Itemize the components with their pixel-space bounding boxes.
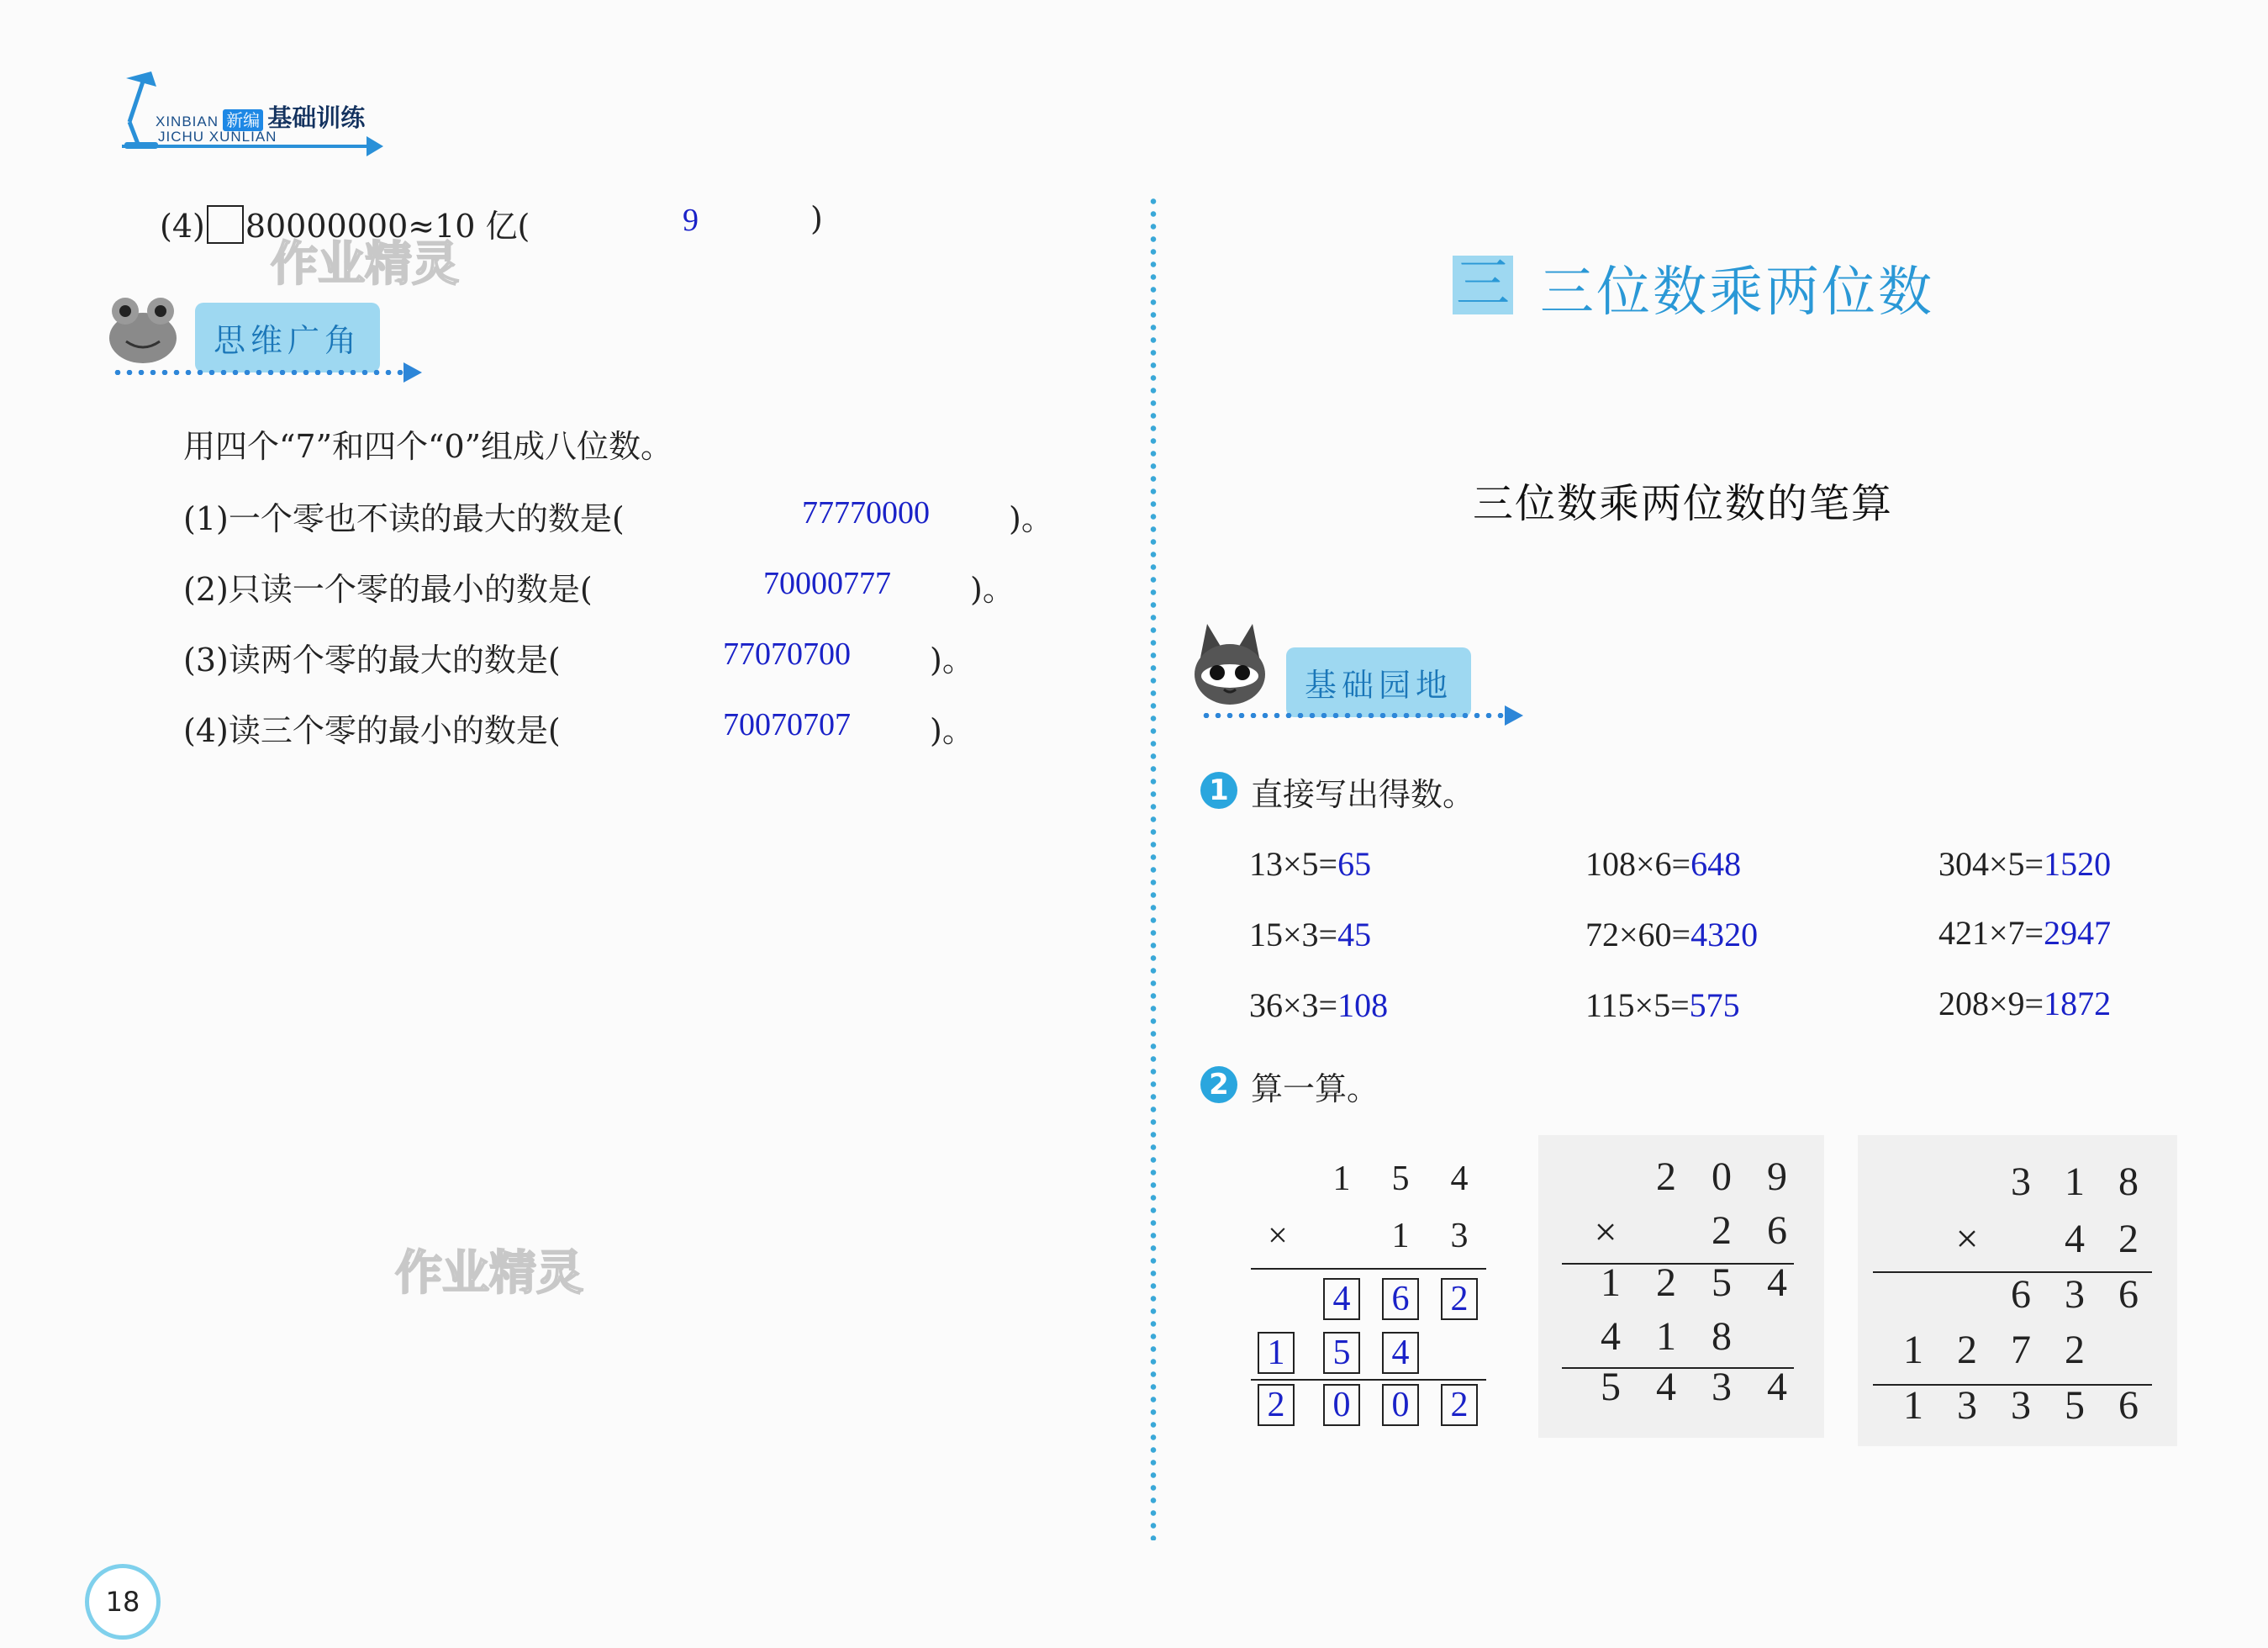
calc-digit: 4 (2065, 1217, 2085, 1261)
calc-result: 1520 (2044, 845, 2112, 883)
logo-pinyin-bottom: JICHU XUNLIAN (158, 129, 277, 145)
calc-digit: × (1594, 1210, 1617, 1254)
question-number-2: 2 (1200, 1066, 1237, 1103)
calc-digit: 2 (1712, 1208, 1732, 1253)
page-divider (1148, 195, 1158, 1540)
calc-result: 2947 (2044, 914, 2112, 952)
calc-digit: × (1955, 1217, 1979, 1261)
calc-digit: 8 (1712, 1314, 1732, 1359)
calc-digit: 1 (1332, 1159, 1351, 1198)
answer-digit-box[interactable]: 2 (1258, 1384, 1295, 1426)
item-3-text: (3)读两个零的最大的数是( (183, 642, 561, 679)
calc-digit: 3 (1957, 1383, 1977, 1428)
calc-rule (1251, 1379, 1486, 1381)
arrow-icon (1505, 705, 1523, 726)
item-2-close: )。 (970, 571, 1015, 608)
answer-digit-box[interactable]: 1 (1258, 1332, 1295, 1374)
calc-digit: 6 (2011, 1272, 2031, 1317)
chapter-title: 三位数乘两位数 (1540, 261, 1934, 324)
item-3-answer: 77070700 (723, 636, 851, 672)
logo-pinyin-top: XINBIAN (156, 114, 219, 129)
calc-digit: 2 (1656, 1260, 1676, 1305)
page-number: 18 (85, 1564, 161, 1640)
calc-expression: 36×3= (1249, 986, 1338, 1024)
calc-item (1585, 844, 1741, 884)
calc-digit: 2 (1957, 1328, 1977, 1372)
frog-icon (105, 294, 181, 366)
calc-digit: 1 (1391, 1217, 1410, 1255)
item-1-answer: 77770000 (802, 495, 930, 531)
calc-expression: 108×6= (1585, 845, 1691, 883)
calc-digit: 5 (1601, 1365, 1621, 1409)
question-1-title: 直接写出得数。 (1251, 776, 1475, 813)
q4-prefix: (4) (160, 208, 205, 245)
calc-digit: 5 (1391, 1159, 1410, 1198)
calc-expression: 421×7= (1938, 914, 2044, 952)
chapter-number: 三 (1453, 256, 1513, 314)
calc-expression: 304×5= (1938, 845, 2044, 883)
calc-expression: 13×5= (1249, 845, 1338, 883)
watermark: 作业精灵 (395, 1246, 583, 1301)
calc-digit: 6 (2118, 1383, 2139, 1428)
calc-item (1585, 915, 1758, 954)
calc-digit: 4 (1767, 1260, 1787, 1305)
calc-digit: 8 (2118, 1159, 2139, 1204)
item-4-close: )。 (930, 712, 974, 749)
calc-digit: 4 (1767, 1365, 1787, 1409)
q4-answer: 9 (683, 203, 699, 238)
arrow-icon (367, 136, 383, 156)
calc-item (1938, 913, 2111, 953)
q4-number: 80000000≈10 亿( (245, 208, 530, 245)
calc-digit: 1 (1903, 1383, 1923, 1428)
answer-digit-box[interactable]: 5 (1323, 1332, 1360, 1374)
section-badge-basics: 基础园地 (1286, 647, 1471, 717)
calc-item (1249, 915, 1371, 954)
calc-digit: 9 (1767, 1154, 1787, 1199)
calc-rule (1251, 1268, 1486, 1270)
calc-digit: 1 (1656, 1314, 1676, 1359)
logo-tag: 新编 (223, 109, 263, 131)
watermark: 作业精灵 (271, 237, 459, 292)
calc-item (1938, 984, 2111, 1023)
answer-digit-box[interactable]: 0 (1382, 1384, 1419, 1426)
lesson-title: 三位数乘两位数的笔算 (1473, 480, 1894, 527)
calc-digit: 3 (2011, 1159, 2031, 1204)
calc-result: 65 (1337, 845, 1372, 883)
answer-digit-box[interactable]: 2 (1441, 1278, 1478, 1320)
calc-digit: 2 (2118, 1217, 2139, 1261)
arrow-icon (403, 362, 422, 383)
item-2-answer: 70000777 (763, 566, 891, 601)
calc-digit: 2 (2065, 1328, 2085, 1372)
calc-item (1249, 985, 1388, 1025)
answer-digit-box[interactable]: 6 (1382, 1278, 1419, 1320)
q4-close: ) (810, 200, 823, 237)
question-number-1: 1 (1200, 772, 1237, 809)
calc-digit: 6 (1767, 1208, 1787, 1253)
answer-digit-box[interactable]: 2 (1441, 1384, 1478, 1426)
logo-title: 基础训练 (267, 103, 366, 132)
calc-result: 45 (1337, 916, 1372, 953)
calc-digit: 6 (2118, 1272, 2139, 1317)
answer-digit-box[interactable]: 0 (1323, 1384, 1360, 1426)
item-4-answer: 70070707 (723, 707, 851, 742)
calc-digit: 1 (2065, 1159, 2085, 1204)
calc-expression: 15×3= (1249, 916, 1338, 953)
calc-digit: 3 (1450, 1217, 1469, 1255)
calc-item (1938, 844, 2111, 884)
dotted-line (1200, 713, 1507, 718)
calc-digit: 1 (1903, 1328, 1923, 1372)
calc-item (1249, 844, 1371, 884)
calc-expression: 208×9= (1938, 985, 2044, 1022)
calc-expression: 72×60= (1585, 916, 1691, 953)
calc-digit: 2 (1656, 1154, 1676, 1199)
problem-text: 用四个“7”和四个“0”组成八位数。 (183, 428, 673, 465)
question-2-title: 算一算。 (1251, 1070, 1379, 1107)
item-1-close: )。 (1009, 500, 1053, 537)
calc-digit: 0 (1712, 1154, 1732, 1199)
answer-digit-box[interactable]: 4 (1323, 1278, 1360, 1320)
calc-result: 4320 (1690, 916, 1759, 953)
calc-result: 1872 (2044, 985, 2112, 1022)
item-1-text: (1)一个零也不读的最大的数是( (183, 500, 625, 537)
calc-result: 575 (1689, 986, 1740, 1024)
calc-digit: 4 (1656, 1365, 1676, 1409)
raccoon-icon (1192, 624, 1268, 708)
calc-digit: 5 (2065, 1383, 2085, 1428)
blank-box[interactable] (207, 205, 244, 244)
calc-digit: 5 (1712, 1260, 1732, 1305)
item-3-close: )。 (930, 642, 974, 679)
calc-digit: 3 (2065, 1272, 2085, 1317)
calc-digit: 7 (2011, 1328, 2031, 1372)
calc-digit: 3 (2011, 1383, 2031, 1428)
logo-underline (122, 145, 374, 148)
item-4-text: (4)读三个零的最小的数是( (183, 712, 561, 749)
calc-digit: 3 (1712, 1365, 1732, 1409)
calc-result: 108 (1337, 986, 1389, 1024)
calc-expression: 115×5= (1585, 986, 1690, 1024)
calc-result: 648 (1690, 845, 1742, 883)
item-2-text: (2)只读一个零的最小的数是( (183, 571, 593, 608)
calc-digit: 4 (1450, 1159, 1469, 1198)
calc-digit: 1 (1601, 1260, 1621, 1305)
dotted-line (112, 370, 406, 375)
section-badge-thinking: 思维广角 (195, 303, 380, 372)
answer-digit-box[interactable]: 4 (1382, 1332, 1419, 1374)
calc-item (1585, 985, 1740, 1025)
calc-digit: 4 (1601, 1314, 1621, 1359)
calc-digit: × (1268, 1217, 1288, 1255)
